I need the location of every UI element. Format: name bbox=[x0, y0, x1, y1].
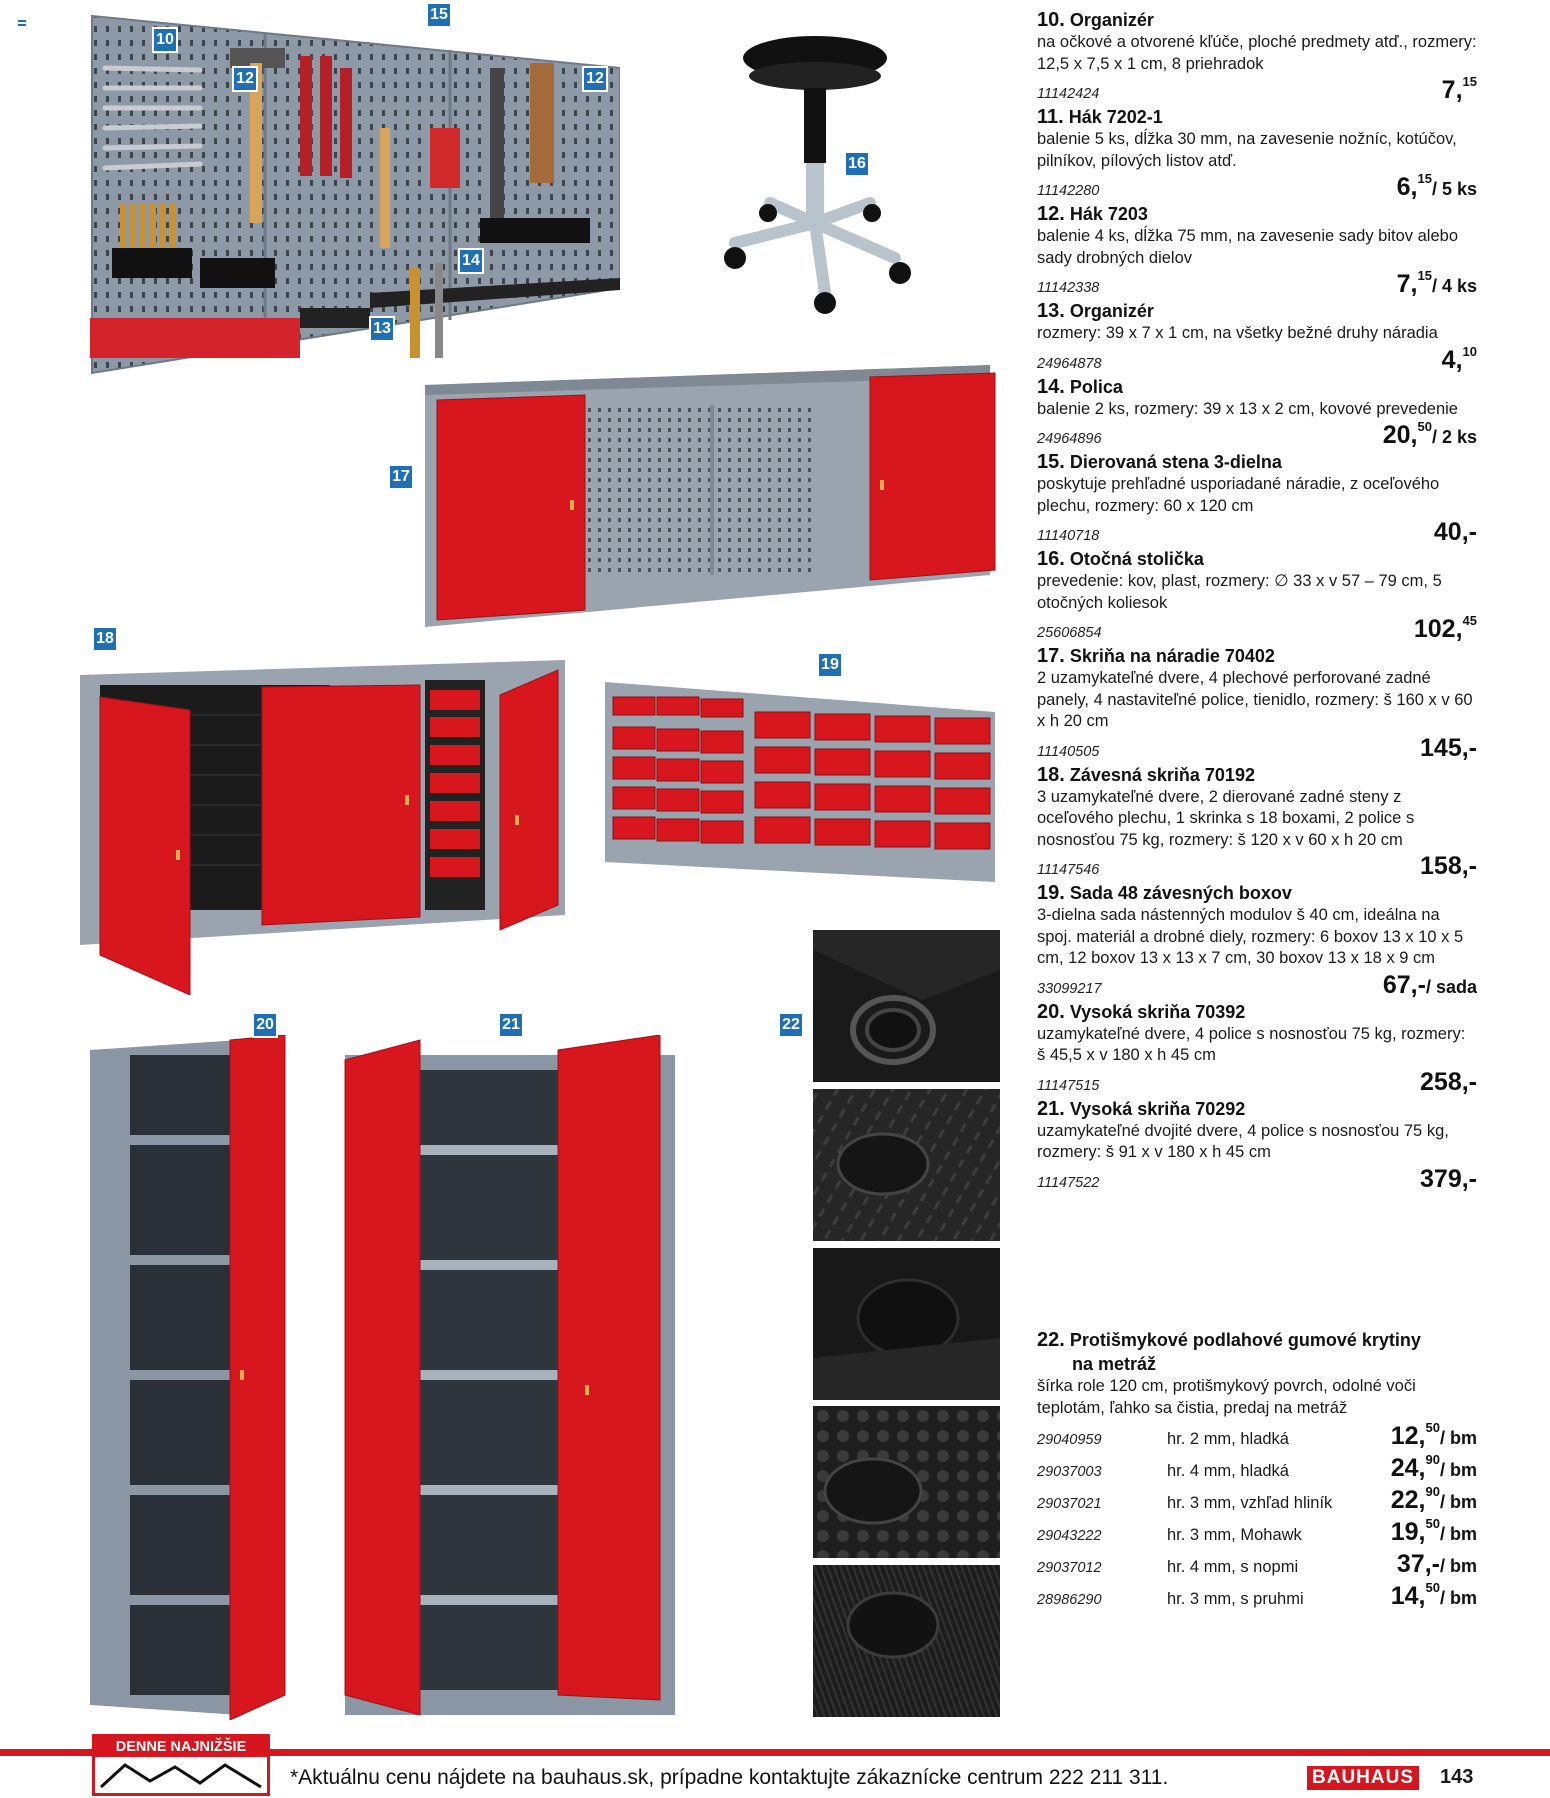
footer-note: *Aktuálnu cenu nájdete na bauhaus.sk, prípadne kontaktujte zákaznícke centrum 222 211 311. bbox=[290, 1766, 1169, 1789]
price-row bbox=[1037, 733, 1477, 763]
price-main: 7, bbox=[1441, 76, 1463, 104]
product-title bbox=[1037, 644, 1477, 668]
badge-20: 20 bbox=[252, 1012, 278, 1038]
product-name-line2: na metráž bbox=[1072, 1354, 1157, 1374]
variant-price bbox=[1391, 1575, 1477, 1611]
product-name: Dierovaná stena 3-dielna bbox=[1069, 452, 1282, 472]
variant-code: 28986290 bbox=[1037, 1592, 1102, 1608]
product-title bbox=[1037, 763, 1477, 787]
price-cents: 45 bbox=[1462, 613, 1477, 628]
price-main: 258,- bbox=[1420, 1067, 1477, 1096]
product-item bbox=[1037, 763, 1477, 882]
variant-code: 29037012 bbox=[1037, 1560, 1102, 1576]
price-cents: 50 bbox=[1417, 419, 1432, 434]
product-code: 11147522 bbox=[1037, 1174, 1100, 1191]
product-code: 11142424 bbox=[1037, 86, 1100, 102]
product-name: Závesná skriňa 70192 bbox=[1069, 764, 1255, 785]
product-number: 21. bbox=[1037, 1097, 1065, 1120]
product-item bbox=[1037, 1097, 1477, 1194]
hanging-bins-set-photo bbox=[605, 672, 1005, 897]
price-row bbox=[1037, 851, 1477, 881]
product-title bbox=[1037, 202, 1477, 226]
variant-description: hr. 4 mm, s nopmi bbox=[1167, 1558, 1299, 1576]
badge-22: 22 bbox=[778, 1012, 804, 1038]
badge-17: 17 bbox=[388, 464, 414, 490]
product-code: 33099217 bbox=[1037, 980, 1102, 997]
product-name: Vysoká skriňa 70392 bbox=[1069, 1001, 1246, 1022]
price-main: 19, bbox=[1390, 1518, 1426, 1546]
price-cents: 10 bbox=[1462, 343, 1477, 359]
product-code: 25606854 bbox=[1037, 625, 1102, 641]
product-title bbox=[1037, 1328, 1477, 1352]
product-number: 22. bbox=[1037, 1329, 1065, 1351]
product-item bbox=[1037, 202, 1477, 299]
variant-code: 29037021 bbox=[1037, 1496, 1102, 1512]
price-unit: / bm bbox=[1439, 1524, 1477, 1544]
product-number: 16. bbox=[1037, 548, 1065, 570]
price-row bbox=[1037, 1164, 1477, 1194]
product-description: balenie 5 ks, dĺžka 30 mm, na zavesenie nožníc, kotúčov, pilníkov, pílových listov atď. bbox=[1037, 130, 1457, 170]
variant-code: 29037003 bbox=[1037, 1464, 1102, 1480]
product-item-22 bbox=[1037, 1328, 1477, 1611]
product-number: 18. bbox=[1037, 763, 1065, 786]
price-unit: / 4 ks bbox=[1431, 276, 1477, 296]
variant-description: hr. 3 mm, Mohawk bbox=[1167, 1526, 1302, 1544]
product-description: uzamykateľné dvere, 4 police s nosnosťou 75 kg, rozmery: š 45,5 x v 180 x h 45 cm bbox=[1037, 1024, 1466, 1064]
product-price bbox=[1397, 263, 1477, 299]
price-unit: / bm bbox=[1439, 1492, 1477, 1512]
product-list bbox=[1037, 8, 1477, 1194]
stamp-zigzag-icon bbox=[95, 1757, 267, 1793]
product-item bbox=[1037, 375, 1477, 451]
product-title bbox=[1037, 8, 1477, 32]
price-row bbox=[1037, 517, 1477, 547]
price-main: 158,- bbox=[1420, 852, 1477, 880]
product-title bbox=[1037, 105, 1477, 129]
price-cents: 90 bbox=[1425, 1452, 1440, 1467]
product-price bbox=[1442, 69, 1477, 105]
product-number: 19. bbox=[1037, 882, 1065, 904]
product-number: 12. bbox=[1037, 203, 1065, 225]
badge-10: 10 bbox=[152, 27, 178, 53]
product-item bbox=[1037, 547, 1477, 644]
badge-21: 21 bbox=[498, 1012, 524, 1038]
variant-price bbox=[1391, 1415, 1477, 1451]
price-row bbox=[1037, 614, 1477, 644]
product-name: Polica bbox=[1069, 376, 1123, 397]
price-cents: 15 bbox=[1417, 171, 1432, 186]
product-price bbox=[1442, 339, 1477, 375]
price-cents: 50 bbox=[1425, 1580, 1440, 1595]
lowest-price-stamp bbox=[92, 1734, 270, 1796]
product-code: 11142280 bbox=[1037, 183, 1100, 199]
bauhaus-logo[interactable]: BAUHAUS bbox=[1307, 1766, 1419, 1790]
product-description: balenie 2 ks, rozmery: 39 x 13 x 2 cm, kovové prevedenie bbox=[1037, 399, 1458, 418]
variant-price bbox=[1397, 1543, 1477, 1579]
price-unit: / bm bbox=[1439, 1556, 1477, 1576]
product-item bbox=[1037, 1000, 1477, 1097]
product-description: rozmery: 39 x 7 x 1 cm, na všetky bežné druhy náradia bbox=[1037, 324, 1438, 342]
product-number: 13. bbox=[1037, 300, 1065, 322]
price-row bbox=[1037, 345, 1477, 375]
variant-row bbox=[1037, 1579, 1477, 1611]
price-cents: 50 bbox=[1425, 1420, 1440, 1435]
menu-icon[interactable] bbox=[18, 20, 26, 26]
product-item bbox=[1037, 881, 1477, 1000]
product-number: 11. bbox=[1037, 106, 1064, 128]
badge-16: 16 bbox=[844, 151, 870, 177]
product-name: Skriňa na náradie 70402 bbox=[1069, 646, 1275, 666]
product-title bbox=[1037, 547, 1477, 571]
price-main: 102, bbox=[1413, 615, 1463, 643]
price-cents: 15 bbox=[1462, 74, 1477, 89]
price-cents: 90 bbox=[1425, 1484, 1440, 1499]
product-name: Hák 7202-1 bbox=[1068, 107, 1163, 127]
product-price bbox=[1383, 964, 1477, 1000]
badge-12: 12 bbox=[232, 66, 258, 92]
variant-code: 29040959 bbox=[1037, 1432, 1102, 1448]
product-name: Vysoká skriňa 70292 bbox=[1069, 1098, 1246, 1119]
variant-description: hr. 4 mm, hladká bbox=[1167, 1462, 1289, 1480]
product-description: poskytuje prehľadné usporiadané náradie, z oceľového plechu, rozmery: 60 x 120 cm bbox=[1037, 475, 1440, 515]
product-description: uzamykateľné dvojité dvere, 4 police s nosnosťou 75 kg, rozmery: š 91 x v 180 x h 45 cm bbox=[1037, 1121, 1449, 1161]
price-row bbox=[1037, 269, 1477, 299]
hanging-cabinet-70192-photo bbox=[80, 655, 570, 995]
product-description: prevedenie: kov, plast, rozmery: ∅ 33 x v 57 – 79 cm, 5 otočných koliesok bbox=[1037, 572, 1442, 612]
product-price bbox=[1420, 1061, 1477, 1097]
price-main: 37,- bbox=[1396, 1550, 1440, 1578]
price-row bbox=[1037, 75, 1477, 105]
price-main: 379,- bbox=[1420, 1164, 1477, 1193]
tall-cabinet-70392-photo bbox=[90, 1035, 290, 1720]
price-main: 4, bbox=[1441, 345, 1463, 374]
price-main: 145,- bbox=[1420, 733, 1477, 762]
product-code: 24964878 bbox=[1037, 355, 1102, 372]
product-description: 2 uzamykateľné dvere, 4 plechové perforované zadné panely, 4 nastaviteľné police, tienidlo, rozmery: š 160 x v 60 x h 20 cm bbox=[1037, 669, 1473, 730]
product-item bbox=[1037, 644, 1477, 763]
product-name: Organizér bbox=[1069, 10, 1154, 30]
price-cents: 50 bbox=[1425, 1516, 1440, 1531]
product-description: 3 uzamykateľné dvere, 2 dierované zadné steny z oceľového plechu, 1 skrinka s 18 boxami, 2 police s nosnosťou 75 kg, rozmery: š 120 x v 60 x h 20 cm bbox=[1037, 787, 1415, 849]
price-main: 67,- bbox=[1382, 970, 1426, 999]
price-main: 6, bbox=[1396, 173, 1418, 201]
rubber-mat-ribbed-photo bbox=[813, 1565, 1000, 1717]
variant-description: hr. 3 mm, s pruhmi bbox=[1167, 1590, 1304, 1608]
price-unit: / bm bbox=[1439, 1460, 1477, 1480]
pegboard-wall-photo bbox=[90, 8, 620, 378]
product-item bbox=[1037, 105, 1477, 202]
variant-list bbox=[1037, 1419, 1477, 1611]
price-row bbox=[1037, 970, 1477, 1000]
product-title bbox=[1037, 299, 1477, 323]
tall-cabinet-70292-photo bbox=[340, 1035, 680, 1720]
product-name: Sada 48 závesných boxov bbox=[1069, 883, 1292, 903]
rubber-mat-smooth-photo bbox=[813, 930, 1000, 1082]
product-number: 14. bbox=[1037, 375, 1065, 398]
product-number: 15. bbox=[1037, 451, 1065, 473]
product-description: na očkové a otvorené kľúče, ploché predmety atď., rozmery: 12,5 x 7,5 x 1 cm, 8 priehradok bbox=[1037, 33, 1477, 73]
product-item bbox=[1037, 299, 1477, 375]
product-price bbox=[1420, 845, 1477, 881]
product-name: Otočná stolička bbox=[1069, 549, 1204, 569]
variant-description: hr. 2 mm, hladká bbox=[1167, 1430, 1289, 1448]
page-number: 143 bbox=[1440, 1766, 1474, 1788]
variant-price bbox=[1391, 1447, 1477, 1483]
badge-12b: 12 bbox=[582, 66, 608, 92]
price-main: 22, bbox=[1390, 1486, 1426, 1514]
badge-14: 14 bbox=[458, 248, 484, 274]
price-unit: / 2 ks bbox=[1431, 427, 1477, 447]
rubber-mat-studded-photo bbox=[813, 1406, 1000, 1558]
product-number: 17. bbox=[1037, 645, 1065, 667]
product-price bbox=[1420, 727, 1477, 763]
price-unit: / bm bbox=[1439, 1588, 1477, 1608]
stamp-text: DENNE NAJNIŽŠIE CENY bbox=[95, 1737, 267, 1757]
product-title bbox=[1037, 375, 1477, 399]
product-item bbox=[1037, 8, 1477, 105]
product-price bbox=[1434, 511, 1477, 547]
variant-code: 29043222 bbox=[1037, 1528, 1102, 1544]
product-name: Organizér bbox=[1069, 301, 1154, 321]
product-code: 11142338 bbox=[1037, 280, 1100, 296]
variant-description: hr. 3 mm, vzhľad hliník bbox=[1167, 1494, 1333, 1512]
badge-15: 15 bbox=[426, 2, 452, 28]
rubber-mat-mohawk-photo bbox=[813, 1248, 1000, 1400]
product-name: Hák 7203 bbox=[1069, 204, 1148, 224]
product-price bbox=[1414, 608, 1477, 644]
badge-18: 18 bbox=[92, 626, 118, 652]
price-main: 14, bbox=[1390, 1582, 1426, 1610]
product-description: 3-dielna sada nástenných modulov š 40 cm, ideálna na spoj. materiál a drobné diely, rozmery: 6 boxov 13 x 10 x 5 cm, 12 boxov 13 x 13 x 7 cm, 30 boxov 13 x 18 x 9 cm bbox=[1037, 906, 1464, 967]
price-row bbox=[1037, 172, 1477, 202]
price-row bbox=[1037, 1067, 1477, 1097]
variant-price bbox=[1391, 1511, 1477, 1547]
product-code: 11147515 bbox=[1037, 1077, 1100, 1094]
swivel-stool-photo bbox=[720, 28, 920, 318]
price-unit: / 5 ks bbox=[1431, 179, 1477, 199]
product-title bbox=[1037, 450, 1477, 474]
price-main: 40,- bbox=[1433, 518, 1477, 546]
price-row bbox=[1037, 420, 1477, 450]
tool-cabinet-70402-photo bbox=[425, 365, 1000, 630]
product-price bbox=[1420, 1158, 1477, 1194]
product-title bbox=[1037, 1000, 1477, 1024]
price-cents: 15 bbox=[1417, 268, 1432, 283]
price-main: 12, bbox=[1390, 1422, 1426, 1450]
product-description: balenie 4 ks, dĺžka 75 mm, na zavesenie sady bitov alebo sady drobných dielov bbox=[1037, 227, 1458, 267]
product-description: šírka role 120 cm, protišmykový povrch, odolné voči teplotám, ľahko sa čistia, predaj na metráž bbox=[1037, 1377, 1416, 1417]
product-number: 20. bbox=[1037, 1000, 1065, 1023]
price-unit: / sada bbox=[1425, 976, 1477, 997]
product-name: Protišmykové podlahové gumové krytiny bbox=[1069, 1330, 1421, 1350]
product-item bbox=[1037, 450, 1477, 547]
price-unit: / bm bbox=[1439, 1428, 1477, 1448]
price-main: 24, bbox=[1390, 1454, 1426, 1482]
price-main: 7, bbox=[1396, 270, 1418, 298]
price-main: 20, bbox=[1382, 421, 1418, 449]
variant-price bbox=[1391, 1479, 1477, 1515]
product-price bbox=[1397, 166, 1477, 202]
product-code: 11147546 bbox=[1037, 862, 1100, 878]
badge-19: 19 bbox=[817, 652, 843, 678]
rubber-mat-aluminium-photo bbox=[813, 1089, 1000, 1241]
product-code: 11140505 bbox=[1037, 743, 1100, 760]
product-code: 11140718 bbox=[1037, 528, 1100, 544]
badge-13: 13 bbox=[369, 316, 395, 342]
product-price bbox=[1383, 414, 1477, 450]
product-title bbox=[1037, 1097, 1477, 1121]
product-title bbox=[1037, 881, 1477, 905]
product-code: 24964896 bbox=[1037, 431, 1102, 447]
product-number: 10. bbox=[1037, 9, 1065, 31]
